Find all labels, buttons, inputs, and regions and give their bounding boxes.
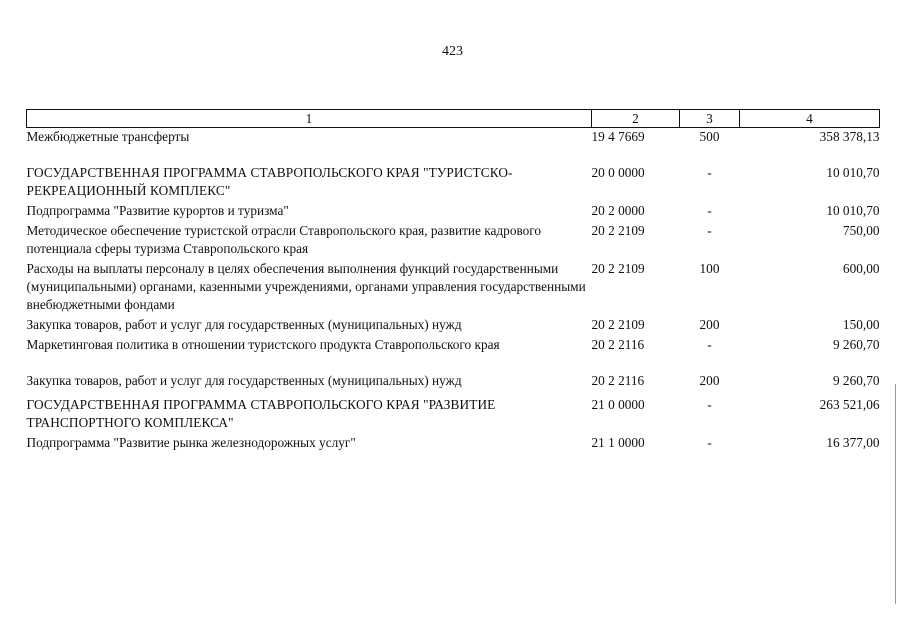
row-type: - <box>707 435 712 450</box>
row-code: 20 0 0000 <box>591 165 645 180</box>
table-row <box>27 314 880 334</box>
row-amount: 16 377,00 <box>826 435 880 450</box>
table-row <box>27 258 880 314</box>
table-row <box>27 220 880 258</box>
column-header-4: 4 <box>740 110 880 128</box>
row-amount: 9 260,70 <box>832 373 880 388</box>
table-row <box>27 354 880 390</box>
row-amount: 263 521,06 <box>819 397 880 412</box>
table-row <box>27 390 880 432</box>
row-name: Закупка товаров, работ и услуг для государственных (муниципальных) нужд <box>26 317 462 332</box>
row-code: 20 2 2116 <box>591 373 645 388</box>
row-code: 21 1 0000 <box>591 435 645 450</box>
row-type: - <box>707 397 712 412</box>
table-header-row <box>27 110 880 128</box>
row-amount: 9 260,70 <box>832 337 880 352</box>
row-type: - <box>707 165 712 180</box>
row-name: Закупка товаров, работ и услуг для государственных (муниципальных) нужд <box>26 373 462 388</box>
row-amount: 10 010,70 <box>826 165 880 180</box>
page-number: 423 <box>442 44 463 59</box>
table-row <box>27 146 880 200</box>
row-name: Подпрограмма "Развитие рынка железнодорожных услуг" <box>26 435 356 450</box>
row-type: - <box>707 223 712 238</box>
row-name: ГОСУДАРСТВЕННАЯ ПРОГРАММА СТАВРОПОЛЬСКОГО КРАЯ "РАЗВИТИЕ ТРАНСПОРТНОГО КОМПЛЕКСА" <box>26 397 496 430</box>
row-type: - <box>707 337 712 352</box>
row-code: 20 2 2109 <box>591 261 645 276</box>
table-row <box>27 200 880 220</box>
row-amount: 150,00 <box>842 317 880 332</box>
row-amount: 750,00 <box>842 223 880 238</box>
column-header-2: 2 <box>592 110 680 128</box>
row-type: - <box>707 203 712 218</box>
row-type: 200 <box>699 317 720 332</box>
row-code: 19 4 7669 <box>591 129 645 144</box>
row-code: 20 2 2116 <box>591 337 645 352</box>
row-name: Методическое обеспечение туристской отрасли Ставропольского края, развитие кадрового потенциала сферы туризма Ставропольского края <box>26 223 542 256</box>
row-type: 500 <box>699 129 720 144</box>
table-row <box>27 128 880 147</box>
scan-artifact-line <box>895 384 896 604</box>
column-header-1: 1 <box>27 110 592 128</box>
row-type: 200 <box>699 373 720 388</box>
row-amount: 600,00 <box>842 261 880 276</box>
row-code: 20 2 2109 <box>591 317 645 332</box>
row-name: ГОСУДАРСТВЕННАЯ ПРОГРАММА СТАВРОПОЛЬСКОГО КРАЯ "ТУРИСТСКО-РЕКРЕАЦИОННЫЙ КОМПЛЕКС" <box>26 165 513 198</box>
table-row <box>27 432 880 452</box>
budget-table <box>26 109 880 452</box>
row-amount: 358 378,13 <box>819 129 880 144</box>
row-name: Межбюджетные трансферты <box>26 129 190 144</box>
row-code: 20 2 0000 <box>591 203 645 218</box>
table-row <box>27 334 880 354</box>
row-amount: 10 010,70 <box>826 203 880 218</box>
row-name: Маркетинговая политика в отношении туристского продукта Ставропольского края <box>26 337 500 352</box>
row-name: Подпрограмма "Развитие курортов и туризма" <box>26 203 289 218</box>
column-header-3: 3 <box>680 110 740 128</box>
row-code: 20 2 2109 <box>591 223 645 238</box>
row-type: 100 <box>699 261 720 276</box>
row-code: 21 0 0000 <box>591 397 645 412</box>
row-name: Расходы на выплаты персоналу в целях обеспечения выполнения функций государственными (муниципальными) органами, казенными учреждениями, органами управления государственными внебюджетными фондами <box>26 261 586 312</box>
